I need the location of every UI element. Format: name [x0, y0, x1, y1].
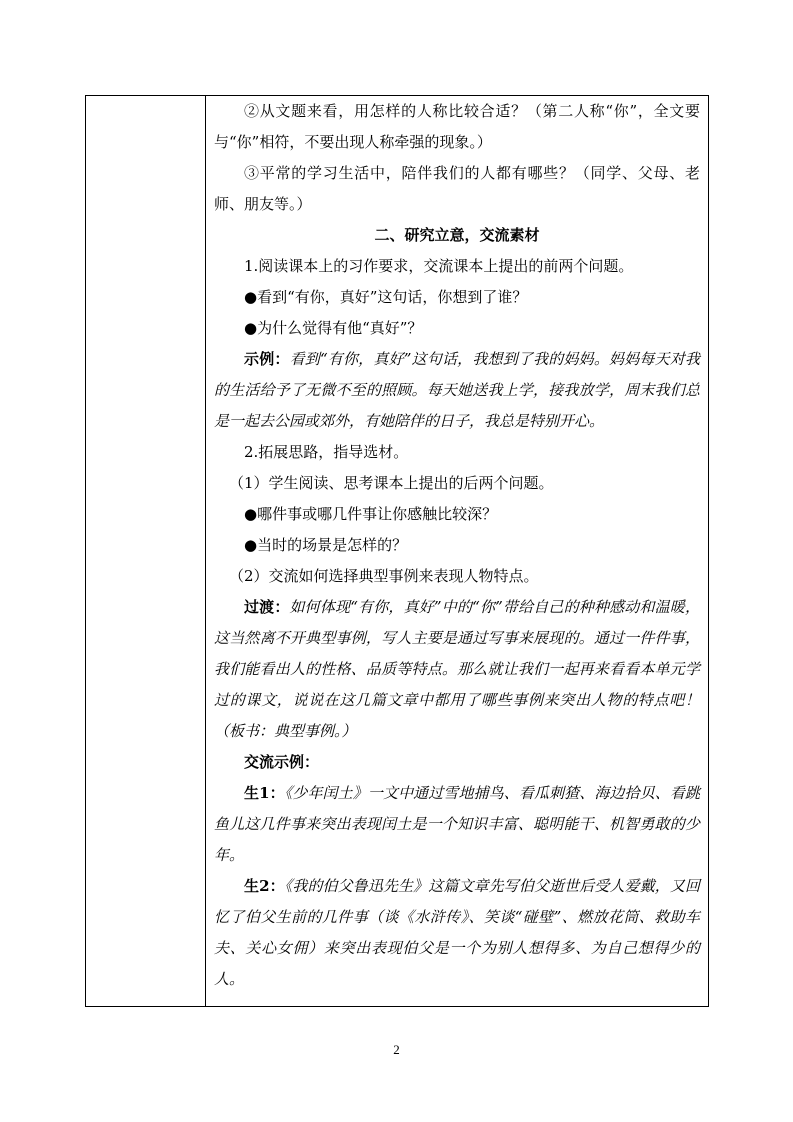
- table-content-cell: [214, 96, 700, 995]
- paragraph-label: 生2：: [244, 877, 285, 895]
- paragraph-9: ●哪件事或哪几件事让你感触比较深？: [244, 505, 498, 523]
- paragraph-4: ●看到“有你，真好”这句话，你想到了谁？: [244, 288, 528, 306]
- paragraph-14: [214, 778, 700, 871]
- page-number: 2: [393, 1042, 400, 1057]
- paragraph-text: 看到“有你，真好”这句话，我想到了我的妈妈。妈妈每天对我的生活给予了无微不至的照顾。每天她送我上学，接我放学，周末我们总是一起去公园或郊外，有她陪伴的日子，我总是特别开心。: [214, 350, 700, 430]
- paragraph-10: ●当时的场景是怎样的？: [244, 536, 408, 554]
- paragraph-text: 《少年闰土》一文中通过雪地捕鸟、看瓜刺猹、海边拾贝、看跳鱼儿这几件事来突出表现闰土是一个知识丰富、聪明能干、机智勇敢的少年。: [214, 784, 700, 864]
- paragraph-1: ③平常的学习生活中，陪伴我们的人都有哪些？（同学、父母、老师、朋友等。）: [214, 164, 700, 213]
- paragraph-7: 2.拓展思路，指导选材。: [244, 443, 409, 461]
- paragraph-label: 生1：: [244, 784, 285, 802]
- paragraph-15: [214, 871, 700, 995]
- paragraph-text: 如何体现“有你，真好”中的“你”带给自己的种种感动和温暖，这当然离不开典型事例，写人主要是通过写事来展现的。通过一件件事，我们能看出人的性格、品质等特点。那么就让我们一起再来看看本单元学过的课文，说说在这几篇文章中都用了哪些事例来突出人物的特点吧！（板书：典型事例。）: [214, 598, 700, 740]
- table-left-column: [86, 96, 206, 1006]
- paragraph-label: 示例：: [244, 350, 290, 368]
- paragraph-0: ②从文题来看，用怎样的人称比较合适？（第二人称“你”，全文要与“你”相符，不要出现人称牵强的现象。）: [214, 102, 700, 151]
- paragraph-6: [214, 344, 700, 437]
- paragraph-11: （2）交流如何选择典型事例来表现人物特点。: [229, 567, 539, 585]
- lesson-table: [85, 95, 709, 1007]
- paragraph-8: （1）学生阅读、思考课本上提出的后两个问题。: [229, 474, 554, 492]
- paragraph-2: 二、研究立意，交流素材: [374, 226, 540, 244]
- paragraph-text: 《我的伯父鲁迅先生》这篇文章先写伯父逝世后受人爱戴，又回忆了伯父生前的几件事（谈《水浒传》、笑谈“碰壁”、燃放花筒、救助车夫、关心女佣）来突出表现伯父是一个为别人想得多、为自己想得少的人。: [214, 877, 700, 988]
- paragraph-13: 交流示例：: [244, 753, 320, 771]
- paragraph-5: ●为什么觉得有他“真好”？: [244, 319, 423, 337]
- paragraph-label: 过渡：: [244, 598, 290, 616]
- paragraph-3: 1.阅读课本上的习作要求，交流课本上提出的前两个问题。: [244, 257, 634, 275]
- paragraph-12: [214, 592, 700, 747]
